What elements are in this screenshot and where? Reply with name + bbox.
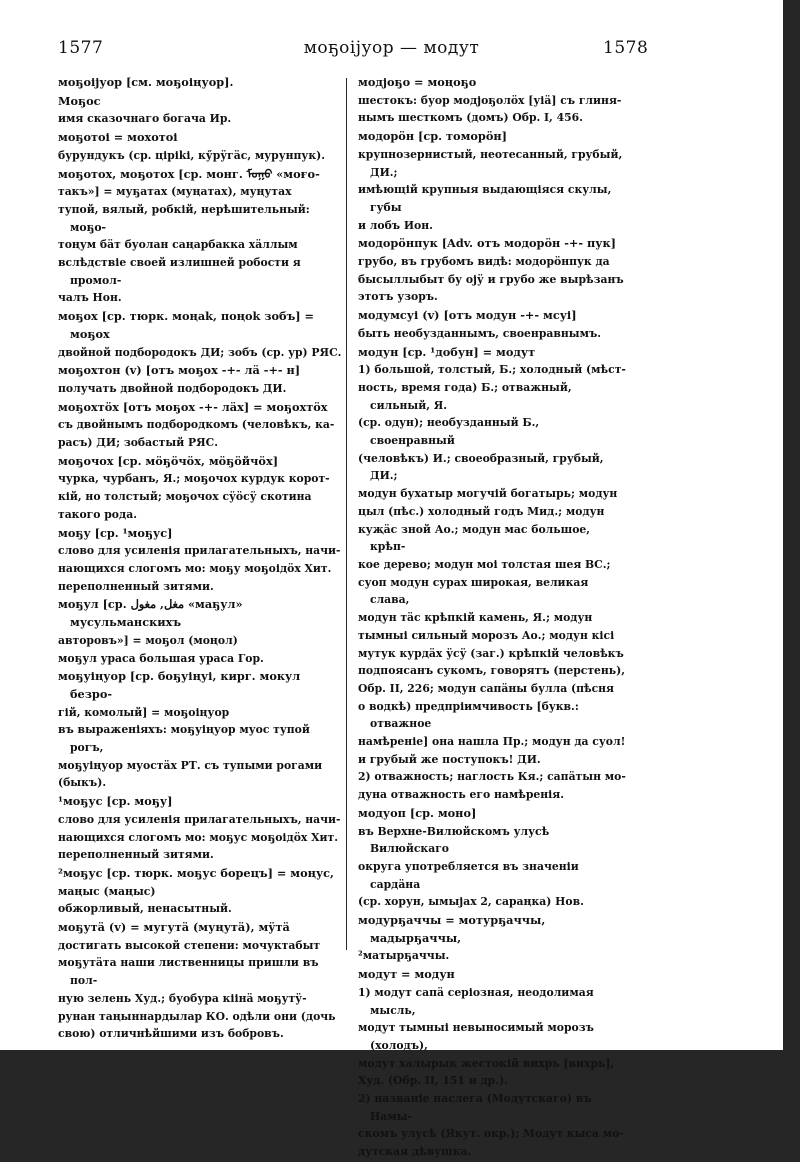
entry-definition-line: моҕул ураса большая ураса Гор. (58, 651, 264, 665)
entry-definition-line: переполненный зитями. (58, 579, 214, 593)
dictionary-entry (358, 344, 626, 804)
entry-definition-line: намѣреніе] она нашла Пр.; модун да суол! (358, 735, 626, 749)
entry-definition-line: суоп модун сурах широкая, великая слава, (358, 575, 589, 607)
entry-headword: модорӧн [ср. томорӧн] (358, 129, 507, 144)
entry-definition-line: быть необузданнымъ, своенравнымъ. (358, 326, 602, 340)
entry-definition-line: слово для усиленія прилагательныхъ, начи- (58, 812, 341, 826)
dictionary-entry (358, 307, 626, 342)
column-divider (346, 78, 347, 950)
entry-headword: моҕох [ср. тюрк. моңаk, поңоk зобъ] = моҕох (58, 309, 314, 341)
entry-headword: Моҕос (58, 93, 101, 108)
entry-definition-line: крупнозернистый, неотесанный, грубый, ДИ.; (358, 147, 623, 179)
dictionary-entry (358, 966, 626, 1161)
entry-definition-line: модун бухатыр могучій богатырь; модун (358, 487, 618, 501)
entry-definition-line: кое дерево; модун моі толстая шея ВС.; (358, 557, 611, 571)
entry-definition-line: свою) отличнѣйшими изъ бобровъ. (58, 1027, 284, 1041)
dictionary-entry (358, 805, 626, 911)
entry-definition-line: 2) названіе наслега (Модутскаго) въ Намы- (358, 1092, 592, 1123)
entry-definition-line: слово для усиленія прилагательныхъ, начи- (58, 544, 341, 558)
entry-headword: ²моҕус [ср. тюрк. моҕус борецъ] = моңус, (58, 865, 334, 880)
dictionary-entry (58, 453, 342, 524)
entry-definition-line: дуна отважность его намѣренія. (358, 788, 564, 802)
entry-headword: модорӧнпук [Adv. отъ модорӧн -+- пук] (358, 236, 616, 251)
entry-definition-line: округа употребляется въ значеніи сардӓна (358, 859, 579, 891)
entry-definition-line: ную зелень Худ.; буобура кіінӓ моҕутӱ- (58, 991, 307, 1005)
entry-definition-line: нающихся слогомъ мо: моҕус моҕоідӧх Хит. (58, 830, 338, 844)
entry-headword: модут = модун (358, 967, 455, 982)
entry-definition-line: имѣющій крупныя выдающіяся скулы, губы (358, 183, 612, 214)
entry-definition-line: нающихся слогомъ мо: моҕу моҕоідӧх Хит. (58, 561, 332, 575)
entry-definition-line: Обр. II, 226; модун сапӓны булла (пѣсня (358, 681, 615, 695)
entry-definition-line: получать двойной подбородокъ ДИ. (58, 381, 287, 395)
entry-headword: моҕохтон (v) [отъ моҕох -+- лӓ -+- н] (58, 363, 301, 378)
entry-headword: моҕутӓ (v) = мугутӓ (муңутӓ), мӱтӓ (58, 920, 290, 935)
dictionary-entry (58, 129, 342, 164)
dictionary-entry (358, 74, 626, 127)
entry-headword: модуоп [ср. моно] (358, 805, 477, 820)
entry-definition-line: нымъ шесткомъ (домъ) Обр. I, 456. (358, 111, 583, 125)
entry-definition-line: грубо, въ грубомъ видѣ: модорӧнпук да (358, 255, 610, 269)
entry-headword: моҕотох, моҕотох [ср. монг. ᠮᠣᠭᠣ «моғо- (58, 166, 320, 181)
page-number-left: 1577 (58, 38, 104, 58)
dictionary-entry (58, 525, 342, 596)
entry-headword: модумсуі (v) [отъ модун -+- мсуі] (358, 308, 577, 323)
dictionary-entry (58, 668, 342, 792)
entry-definition-line: кій, но толстый; моҕочох сӱӧсӱ скотина (58, 490, 312, 504)
entry-definition-line: съ двойнымъ подбородкомъ (человѣкъ, ка- (58, 418, 335, 432)
entry-definition-line: обжорливый, ненасытный. (58, 902, 232, 916)
dictionary-entry (358, 128, 626, 234)
entry-definition-line: ность, время года) Б.; отважный, сильный, Я. (358, 380, 572, 412)
dictionary-entry (58, 308, 342, 361)
entry-headword: моҕоіјуор [см. моҕоіңуор]. (58, 75, 234, 89)
entry-headword: моҕул [ср. مغل, مغول «маҕул» мусульманскихъ (58, 597, 243, 630)
entry-definition-line: бысыллыбыт бу ојӱ и грубо же вырѣзанъ (358, 272, 624, 286)
entry-headword: моҕотоі = мохотоі (58, 130, 178, 145)
entry-definition-line: имя сказочнаго богача Ир. (58, 112, 232, 126)
entry-definition-line: вслѣдствіе своей излишней робости я промол- (58, 256, 301, 287)
running-header: моҕоіјуор — модут (303, 38, 480, 58)
entry-definition-line: моҕуіңуор муостӓх РТ. съ тупыми рогами (58, 758, 323, 772)
entry-definition-line: такого рода. (58, 507, 137, 521)
dictionary-entry (58, 399, 342, 452)
dictionary-entry (58, 166, 342, 308)
dictionary-entry (58, 596, 342, 667)
entry-definition-line: этотъ узоръ. (358, 290, 438, 304)
page-number-right: 1578 (603, 38, 649, 58)
entry-headword: ¹моҕус [ср. моҕу] (58, 794, 173, 809)
entry-definition-line: маңыс (маңыс) (58, 884, 156, 898)
dictionary-entry (58, 362, 342, 397)
entry-headword: модурҕаччы = мотурҕаччы, мадырҕаччы, (358, 913, 546, 945)
entry-definition-line: гій, комолый] = моҕоіңуор (58, 705, 230, 719)
left-column (58, 74, 342, 1044)
entry-definition-line: бурундукъ (ср. ціріkі, кӳрӱгӓс, мурунпук). (58, 148, 326, 162)
dictionary-entry (58, 919, 342, 1043)
entry-definition-line: 1) большой, толстый, Б.; холодный (мѣст- (358, 363, 626, 377)
entry-definition-line: двойной подбородокъ ДИ; зобъ (ср. ур) РЯС. (58, 345, 342, 359)
entry-definition-line: (человѣкъ) И.; своеобразный, грубый, ДИ.; (358, 451, 604, 483)
entry-definition-line: и грубый же поступокъ! ДИ. (358, 752, 541, 766)
entry-definition-line: тоңум бӓт буолан саңарбакка хӓллым (58, 238, 298, 252)
entry-headword: моҕохтӧх [отъ моҕох -+- лӓх] = моҕохтӧх (58, 399, 328, 414)
entry-definition-line: шестокъ: буор модјоҕолӧх [уіӓ] съ глиня- (358, 93, 622, 107)
entry-definition-line: мутук курдӓх ӱсӱ (заг.) крѣпкій человѣкъ (358, 646, 624, 660)
entry-definition-line: модут халырык жестокій вихрь [вихрь], (358, 1056, 615, 1070)
right-column (358, 74, 626, 1162)
entry-definition-line: ²матырҕаччы. (358, 949, 450, 963)
entry-definition-line: 2) отважность; наглость Кя.; сапӓтын мо- (358, 770, 626, 784)
entry-definition-line: достигать высокой степени: мочуктабыт (58, 938, 321, 952)
entry-definition-line: куҗӓс зной Ао.; модун мас большое, крѣп- (358, 522, 591, 554)
entry-definition-line: переполненный зитями. (58, 848, 214, 862)
entry-definition-line: модун тӓс крѣпкій камень, Я.; модун (358, 611, 593, 625)
dictionary-entry (58, 74, 342, 92)
dictionary-entry (358, 912, 626, 965)
entry-definition-line: Худ. (Обр. II, 151 и др.). (358, 1074, 508, 1088)
entry-definition-line: въ Верхне-Вилюйскомъ улусѣ Вилюйскаго (358, 824, 550, 856)
dictionary-entry (58, 93, 342, 128)
entry-headword: модун [ср. ¹добун] = модут (358, 344, 536, 359)
entry-definition-line: модут тымныі невыносимый морозъ (холодъ), (358, 1021, 594, 1052)
entry-definition-line: о водкѣ) предпріимчивость [букв.: отважное (358, 699, 579, 731)
entry-definition-line: моҕутӓта наши лиственницы пришли въ пол- (58, 956, 319, 988)
entry-definition-line: (ср. хорун, ымыјах 2, сараңка) Нов. (358, 895, 584, 909)
entry-definition-line: чурка, чурбанъ, Я.; моҕочох курдук корот- (58, 472, 330, 486)
dictionary-entry (358, 235, 626, 306)
entry-definition-line: рунан таңыннардылар КО. одѣли они (дочь (58, 1009, 336, 1023)
entry-definition-line: подпоясанъ сукомъ, говорятъ (перстень), (358, 664, 625, 678)
entry-definition-line: 1) модут сапӓ серіозная, неодолимая мысль, (358, 985, 594, 1017)
entry-definition-line: чалъ Нон. (58, 291, 122, 305)
entry-definition-line: (ср. одун); необузданный Б., своенравный (358, 416, 540, 448)
entry-definition-line: авторовъ»] = моҕол (моңол) (58, 633, 238, 647)
entry-definition-line: тупой, вялый, робкій, нерѣшительный: моҕо- (58, 202, 310, 234)
entry-headword: моҕочох [ср. мӧҕӧчӧх, мӧҕӧйчӧх] (58, 453, 279, 468)
entry-definition-line: расъ) ДИ; зобастый РЯС. (58, 436, 218, 450)
entry-headword: моҕу [ср. ¹моҕус] (58, 525, 173, 540)
entry-definition-line: въ выраженіяхъ: моҕуіңуор муос тупой рогъ, (58, 723, 310, 755)
dictionary-entry (58, 793, 342, 864)
entry-headword: модјоҕо = моңоҕо (358, 75, 477, 89)
entry-definition-line: (быкъ). (58, 776, 107, 790)
entry-definition-line: цыл (пѣс.) холодный годъ Мид.; модун (358, 504, 605, 518)
entry-headword: моҕуіңуор [ср. боҕуіңуі, кирг. мокул безро- (58, 669, 301, 701)
entry-definition-line: скомъ улусѣ (Якут. окр.); Модут кыса мо- (358, 1127, 624, 1141)
dictionary-entry (58, 865, 342, 918)
entry-definition-line: тымныі сильный морозъ Ао.; модун кісі (358, 628, 615, 642)
entry-definition-line: дутская дѣвушка. (358, 1145, 472, 1159)
entry-definition-line: такъ»] = муҕатах (муңатах), муңутах (58, 185, 292, 199)
entry-definition-line: и лобъ Ион. (358, 218, 433, 232)
